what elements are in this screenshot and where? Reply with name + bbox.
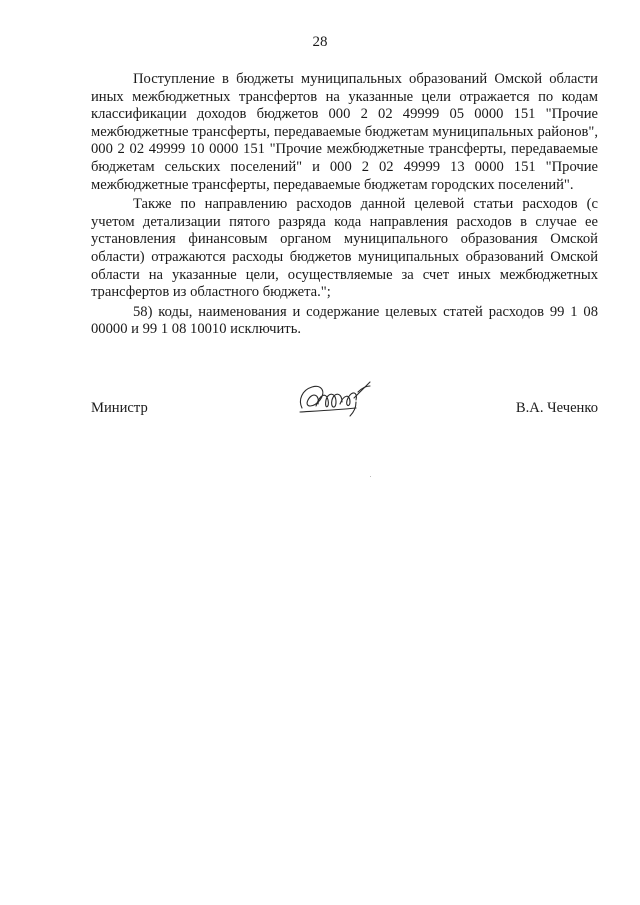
signer-position: Министр [91,400,148,416]
paragraph-item-58: 58) коды, наименования и содержание целевых статей расходов 99 1 08 00000 и 99 1 08 10010 исключить. [91,303,598,338]
signer-name: В.А. Чеченко [515,400,598,416]
handwritten-signature-icon [296,378,372,418]
paragraph-revenue-codes: Поступление в бюджеты муниципальных образований Омской области иных межбюджетных трансфертов на указанные цели отражается по кодам классификации доходов бюджетов 000 2 02 49999 05 0000 151 "Прочие межбюджетные трансферты, передаваемые бюджетам муниципальных районов", 000 2 02 49999 10 0000 151 "Прочие межбюджетные трансферты, передаваемые бюджетам сельских поселений" и 000 2 02 49999 13 0000 151 "Прочие межбюджетные трансферты, передаваемые бюджетам городских поселений". [91,71,598,193]
paragraph-expenditures: Также по направлению расходов данной целевой статьи расходов (с учетом детализации пятого разряда кода направления расходов в случае ее установления финансовым органом муниципального образования Омской области) отражаются расходы бюджетов муниципальных образований Омской области на указанные цели, осуществляемые за счет иных межбюджетных трансфертов из областного бюджета."; [91,196,598,301]
page-number: 28 [312,34,328,50]
document-body [91,71,598,339]
scan-speck [370,476,371,477]
